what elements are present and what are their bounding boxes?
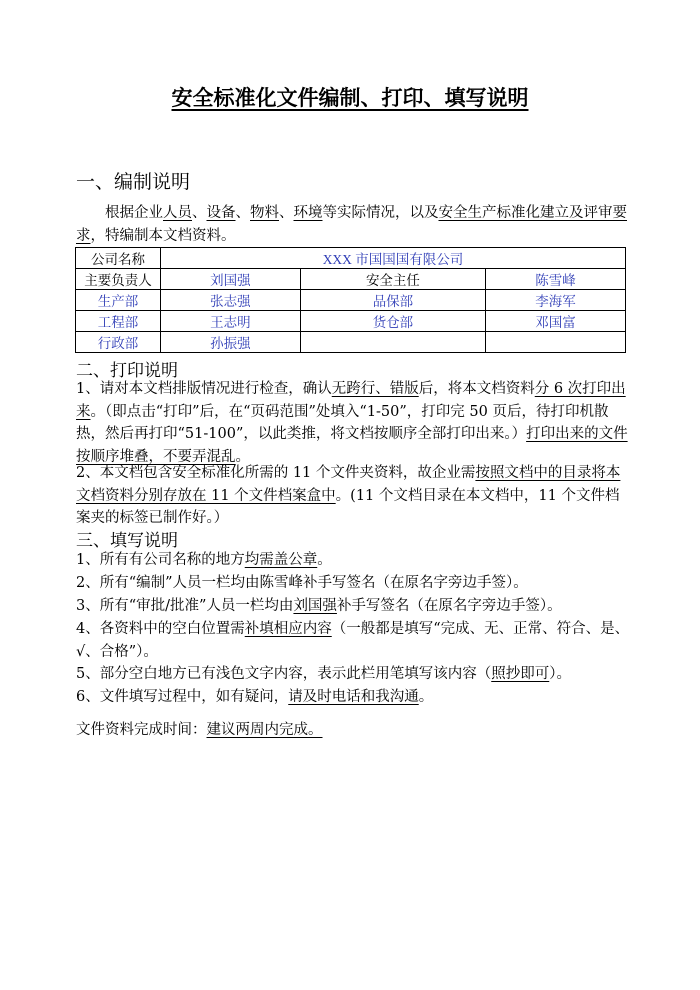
table-row [76,269,626,290]
dept-name: 行政部 [76,332,161,353]
dept-name: 品保部 [300,290,485,311]
completion-value: 建议两周内完成。 [206,722,323,738]
section-2-heading: 二、打印说明 [76,361,178,381]
print-item-1: 1、请对本文档排版情况进行检查，确认无跨行、错版后，将本文档资料分 6 次打印出来。（即点击“打印”后，在“页码范围”处填入“1-50”，打印完 50 页后，待打印机散热，然后再打印“51-100”，以此类推，将文档按顺序全部打印出来。）打印出来的文件按顺序堆叠，不要弄混乱。 [76,381,628,465]
company-info-table [75,247,626,353]
dept-manager: 张志强 [161,290,301,311]
safety-officer-value: 陈雪峰 [486,269,626,290]
table-row [76,332,626,353]
fill-item-1: 1、所有有公司名称的地方均需盖公章。 [76,552,332,568]
dept-name: 工程部 [76,311,161,332]
fill-item-4: 4、各资料中的空白位置需补填相应内容（一般都是填写“完成、无、正常、符合、是、√、合格”）。 [76,621,630,660]
fill-item-5: 5、部分空白地方已有浅色文字内容，表示此栏用笔填写该内容（照抄即可）。 [76,666,571,682]
fill-item-6: 6、文件填写过程中，如有疑问，请及时电话和我沟通。 [76,689,434,705]
company-name-value: XXX 市国国国有限公司 [161,248,626,269]
fill-item-2: 2、所有“编制”人员一栏均由陈雪峰补手写签名（在原名字旁边手签）。 [76,575,528,591]
section-1-intro: 根据企业人员、设备、物料、环境等实际情况，以及安全生产标准化建立及评审要求，特编制本文档资料。 [76,205,627,244]
fill-item-3: 3、所有“审批/批准”人员一栏均由刘国强补手写签名（在原名字旁边手签）。 [76,598,562,614]
dept-name [300,332,485,353]
dept-manager: 李海军 [486,290,626,311]
company-name-label: 公司名称 [76,248,161,269]
document-title: 安全标准化文件编制、打印、填写说明 [171,86,529,110]
dept-manager: 孙振强 [161,332,301,353]
dept-manager: 邓国富 [486,311,626,332]
head-label: 主要负责人 [76,269,161,290]
section-3-heading: 三、填写说明 [76,531,178,551]
table-row [76,311,626,332]
section-1-heading: 一、编制说明 [76,171,191,193]
table-row [76,248,626,269]
dept-name: 生产部 [76,290,161,311]
completion-label: 文件资料完成时间： [76,722,207,738]
dept-manager [486,332,626,353]
completion-time [76,719,632,742]
print-item-2: 2、本文档包含安全标准化所需的 11 个文件夹资料，故企业需按照文档中的目录将本文档资料分别存放在 11 个文件档案盒中。(11 个文档目录在本文档中，11 个文件档案夹的标签已制作好。） [76,465,621,526]
safety-officer-label: 安全主任 [300,269,485,290]
dept-name: 货仓部 [300,311,485,332]
table-row [76,290,626,311]
head-value: 刘国强 [161,269,301,290]
dept-manager: 王志明 [161,311,301,332]
